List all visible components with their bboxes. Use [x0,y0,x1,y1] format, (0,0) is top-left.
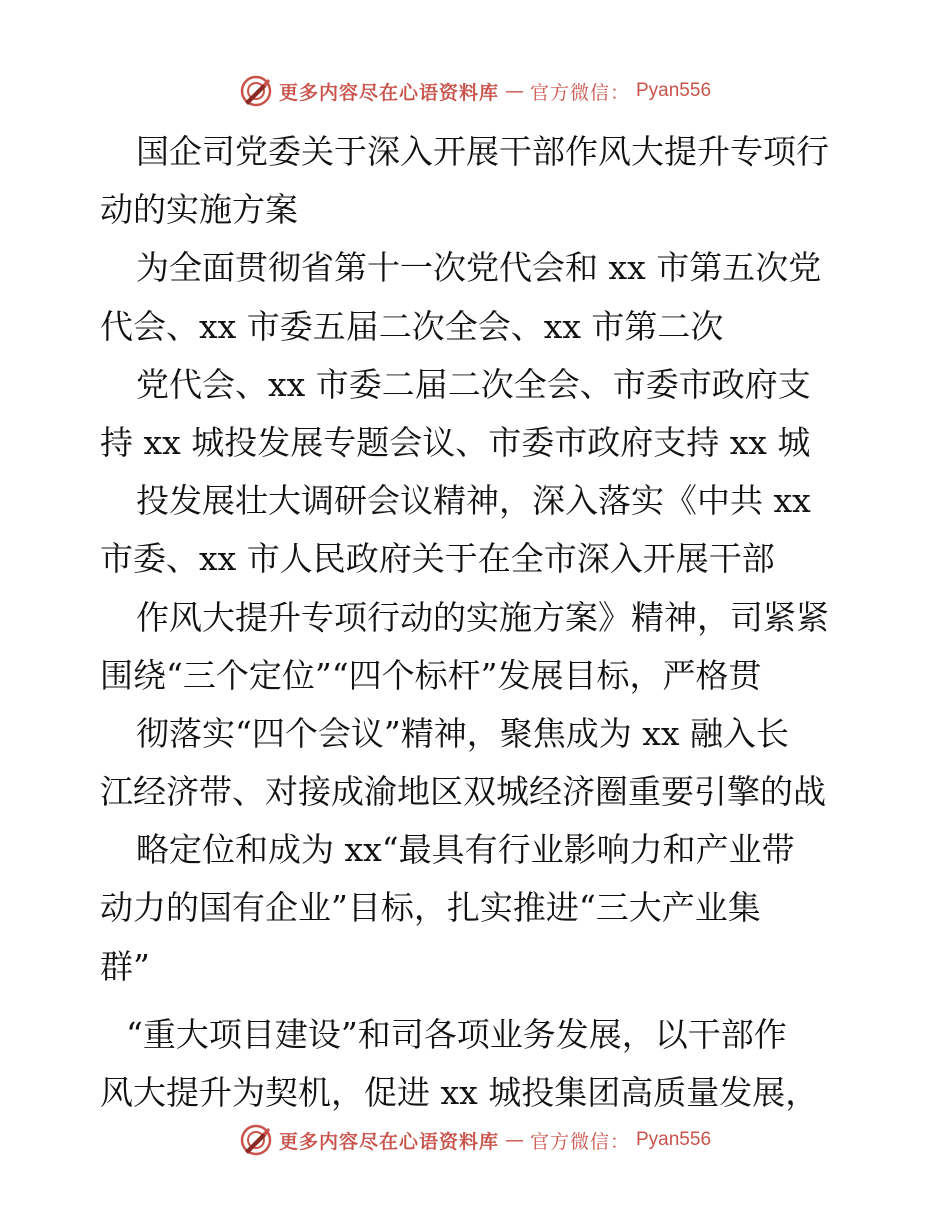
paragraph-line: 风大提升为契机，促进 xx 城投集团高质量发展， [100,1073,819,1112]
paragraph-line: 投发展壮大调研会议精神，深入落实《中共 xx [136,481,811,521]
paragraph-line: 为全面贯彻省第十一次党代会和 xx 市第五次党 [136,248,822,288]
paragraph-line: 市委、xx 市人民政府关于在全市深入开展干部 [100,539,775,579]
banner-official-label: 官方微信： [529,1130,630,1153]
document-title-line-2: 动的实施方案 [100,190,298,230]
banner-brand-text: 更多内容尽在心语资料库 [278,81,499,104]
document-body [100,123,852,1122]
paragraph-line: 作风大提升专项行动的实施方案》精神，司紧紧 [136,597,829,637]
paragraph-line: “重大项目建设”和司各项业务发展，以干部作 [126,1014,787,1054]
banner-wechat-id: Pyan556 [636,80,712,101]
banner-official-label: 官方微信： [529,81,630,104]
paragraph-line: 围绕“三个定位”“四个标杆”发展目标，严格贯 [100,655,762,695]
banner-dash: — [504,1129,524,1151]
paragraph-line: 群” [100,946,150,986]
footer-watermark-banner [0,1120,950,1160]
banner-wechat-id: Pyan556 [636,1129,712,1150]
header-watermark-banner [0,71,950,111]
paragraph-line: 代会、xx 市委五届二次全会、xx 市第二次 [100,306,724,346]
paragraph-line: 彻落实“四个会议”精神，聚焦成为 xx 融入长 [136,713,789,753]
banner-dash: — [504,80,524,102]
paragraph-line: 党代会、xx 市委二届二次全会、市委市政府支 [136,364,811,404]
document-title-line-1: 国企司党委关于深入开展干部作风大提升专项行 [136,132,829,171]
paragraph-line: 持 xx 城投发展专题会议、市委市政府支持 xx 城 [100,422,811,462]
pen-circle-logo-icon [239,74,273,108]
paragraph-line: 江经济带、对接成渝地区双城经济圈重要引擎的战 [100,772,826,812]
banner-brand-text: 更多内容尽在心语资料库 [278,1130,499,1153]
paragraph-line: 略定位和成为 xx“最具有行业影响力和产业带 [136,830,795,870]
paragraph-line: 动力的国有企业”目标，扎实推进“三大产业集 [100,888,761,928]
pen-circle-logo-icon [239,1123,273,1157]
